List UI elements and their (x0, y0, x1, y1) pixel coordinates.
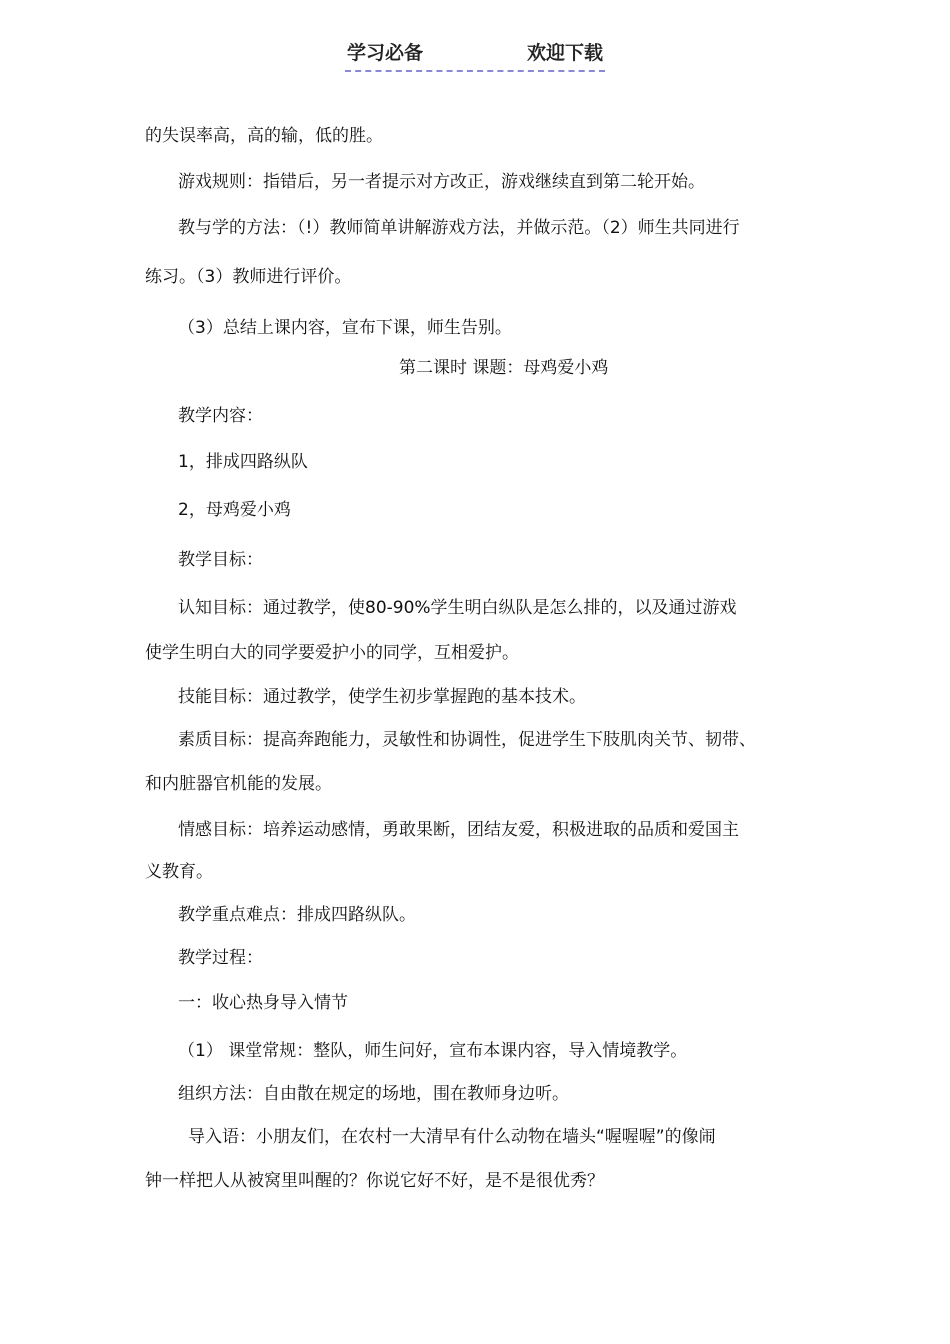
body-line: （3）总结上课内容，宣布下课，师生告别。 (178, 318, 512, 338)
body-line: 游戏规则：指错后，另一者提示对方改正，游戏继续直到第二轮开始。 (178, 172, 705, 192)
header-right-text: 欢迎下载 (527, 42, 604, 64)
body-line: 素质目标：提高奔跑能力，灵敏性和协调性，促进学生下肢肌肉关节、韧带、 (178, 730, 756, 750)
lesson-title: 第二课时 课题：母鸡爱小鸡 (399, 358, 609, 378)
body-line: （1） 课堂常规：整队，师生问好，宣布本课内容，导入情境教学。 (178, 1041, 688, 1061)
body-line: 组织方法：自由散在规定的场地，围在教师身边听。 (178, 1084, 569, 1104)
body-line: 的失误率高，高的输，低的胜。 (145, 126, 383, 146)
body-line: 1，排成四路纵队 (178, 452, 308, 472)
body-line: 情感目标：培养运动感情，勇敢果断，团结友爱，积极进取的品质和爱国主 (178, 820, 739, 840)
header-left-text: 学习必备 (347, 42, 424, 64)
body-line: 教学内容： (178, 406, 263, 426)
body-line: 认知目标：通过教学，使80-90%学生明白纵队是怎么排的，以及通过游戏 (178, 598, 737, 618)
body-line: 2，母鸡爱小鸡 (178, 500, 291, 520)
body-line: 和内脏器官机能的发展。 (145, 774, 332, 794)
body-line: 教与学的方法：（!）教师简单讲解游戏方法，并做示范。（2）师生共同进行 (178, 218, 740, 238)
body-line: 教学重点难点：排成四路纵队。 (178, 905, 416, 925)
body-line: 技能目标：通过教学，使学生初步掌握跑的基本技术。 (178, 687, 586, 707)
body-line: 导入语：小朋友们，在农村一大清早有什么动物在墙头“喔喔喔”的像闹 (188, 1127, 716, 1147)
body-line: 义教育。 (145, 862, 213, 882)
body-line: 钟一样把人从被窝里叫醒的？你说它好不好，是不是很优秀？ (145, 1171, 604, 1191)
page-header (345, 40, 605, 72)
body-line: 教学目标： (178, 550, 263, 570)
body-line: 练习。（3）教师进行评价。 (145, 267, 352, 287)
body-line: 一：收心热身导入情节 (178, 993, 348, 1013)
body-line: 使学生明白大的同学要爱护小的同学，互相爱护。 (145, 643, 519, 663)
body-line: 教学过程： (178, 948, 263, 968)
